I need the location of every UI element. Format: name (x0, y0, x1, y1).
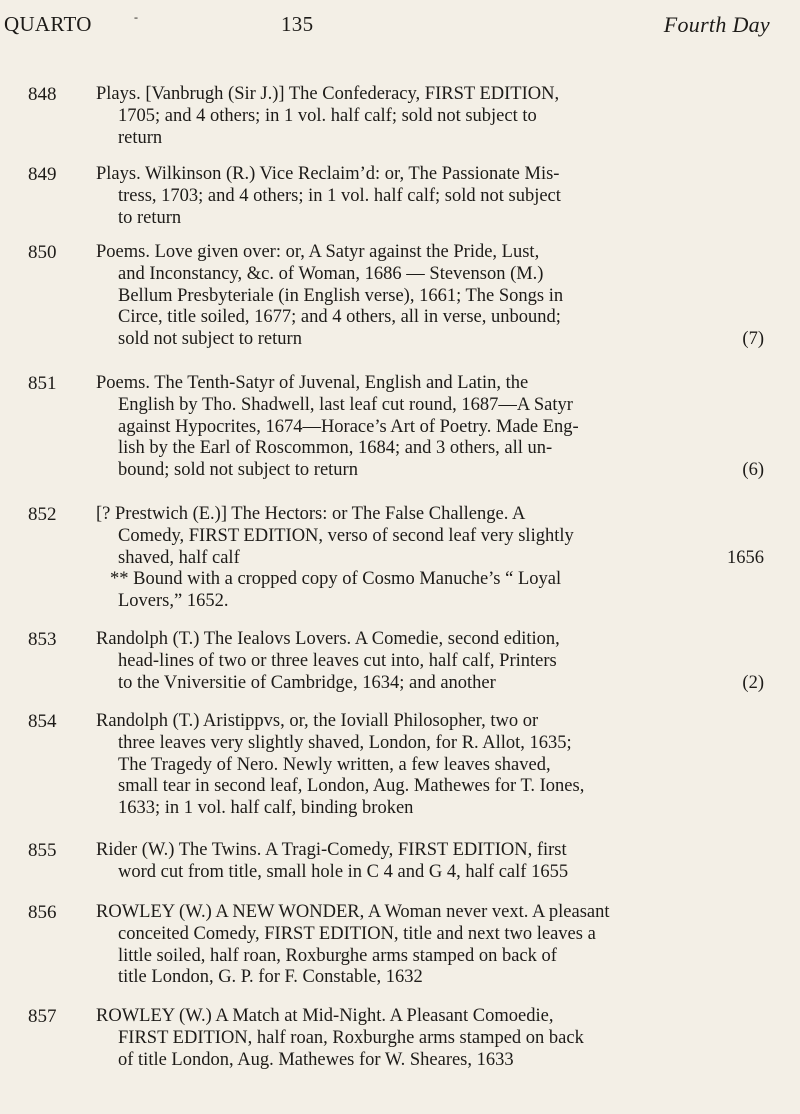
lot-line: Randolph (T.) The Iealovs Lovers. A Comedie, second edition, (96, 629, 560, 649)
lot-line: Rider (W.) The Twins. A Tragi-Comedy, FIRST EDITION, first (96, 840, 567, 860)
lot-description (96, 504, 764, 613)
lot-line: to the Vniversitie of Cambridge, 1634; and another (118, 672, 496, 693)
lot-line: conceited Comedy, FIRST EDITION, title and next two leaves a (118, 923, 596, 944)
lot-line: The Tragedy of Nero. Newly written, a few leaves shaved, (118, 754, 551, 775)
lot-count: (6) (742, 460, 764, 481)
lot-line: sold not subject to return (118, 329, 302, 350)
lot-line: 1633; in 1 vol. half calf, binding broken (118, 798, 414, 819)
lot-line: ROWLEY (W.) A NEW WONDER, A Woman never vext. A pleasant (96, 902, 610, 922)
lot-number: 856 (28, 902, 57, 923)
lot-line: head-lines of two or three leaves cut into, half calf, Printers (118, 650, 557, 671)
lot-number: 851 (28, 373, 57, 394)
lot-line: of title London, Aug. Mathewes for W. Sheares, 1633 (118, 1049, 514, 1070)
lot-line: Comedy, FIRST EDITION, verso of second leaf very slightly (118, 525, 574, 546)
lot-line: ROWLEY (W.) A Match at Mid-Night. A Pleasant Comoedie, (96, 1006, 554, 1026)
lot-number: 850 (28, 242, 57, 263)
page-number: 135 (281, 12, 314, 36)
lot-note: Lovers,” 1652. (118, 591, 229, 612)
lot-line: small tear in second leaf, London, Aug. Mathewes for T. Iones, (118, 776, 585, 797)
lot-line: to return (118, 207, 182, 228)
lot-line: bound; sold not subject to return (118, 460, 358, 481)
lot-line: FIRST EDITION, half roan, Roxburghe arms stamped on back (118, 1027, 584, 1048)
lot-line: Poems. Love given over: or, A Satyr against the Pride, Lust, (96, 242, 540, 262)
lot-date: 1656 (727, 547, 764, 568)
lot-count: (2) (742, 672, 764, 693)
lot-line: tress, 1703; and 4 others; in 1 vol. half calf; sold not subject (118, 185, 561, 206)
lot-line: Circe, title soiled, 1677; and 4 others, all in verse, unbound; (118, 307, 561, 328)
lot-number: 857 (28, 1006, 57, 1027)
lot-line: three leaves very slightly shaved, London, for R. Allot, 1635; (118, 732, 572, 753)
lot-note: ** Bound with a cropped copy of Cosmo Manuche’s “ Loyal (110, 569, 562, 590)
lot-number: 852 (28, 504, 57, 525)
lot-description (96, 629, 764, 694)
lot-line: Bellum Presbyteriale (in English verse), 1661; The Songs in (118, 285, 564, 306)
lot-description (96, 1006, 764, 1071)
lot-number: 853 (28, 629, 57, 650)
lot-line: and Inconstancy, &c. of Woman, 1686 — Stevenson (M.) (118, 263, 544, 284)
lot-description (96, 711, 764, 820)
lot-line: 1705; and 4 others; in 1 vol. half calf; sold not subject to (118, 105, 537, 126)
lot-description (96, 84, 764, 149)
lot-line: return (118, 127, 163, 148)
lot-line: Randolph (T.) Aristippvs, or, the Ioviall Philosopher, two or (96, 711, 539, 731)
lot-description (96, 373, 764, 482)
header-dash: - (134, 10, 139, 24)
lot-number: 854 (28, 711, 57, 732)
lot-line: English by Tho. Shadwell, last leaf cut round, 1687—A Satyr (118, 394, 573, 415)
lot-line: little soiled, half roan, Roxburghe arms stamped on back of (118, 945, 557, 966)
lot-number: 855 (28, 840, 57, 861)
lot-line: against Hypocrites, 1674—Horace’s Art of Poetry. Made Eng- (118, 416, 579, 437)
lot-line: Poems. The Tenth-Satyr of Juvenal, English and Latin, the (96, 373, 529, 393)
lot-line: title London, G. P. for F. Constable, 1632 (118, 967, 423, 988)
lot-line: word cut from title, small hole in C 4 and G 4, half calf 1655 (118, 861, 569, 882)
lot-number: 849 (28, 164, 57, 185)
lot-line: [? Prestwich (E.)] The Hectors: or The False Challenge. A (96, 504, 526, 524)
lot-description (96, 242, 764, 351)
lot-count: (7) (742, 329, 764, 350)
day-label: Fourth Day (663, 12, 770, 37)
lot-description (96, 164, 764, 229)
lot-line: shaved, half calf (118, 547, 240, 568)
lot-number: 848 (28, 84, 57, 105)
page-header (4, 8, 770, 42)
section-label: QUARTO (4, 12, 92, 36)
lot-description (96, 840, 764, 884)
lot-description (96, 902, 764, 989)
lot-line: Plays. Wilkinson (R.) Vice Reclaim’d: or, The Passionate Mis- (96, 164, 560, 184)
lot-line: lish by the Earl of Roscommon, 1684; and 3 others, all un- (118, 438, 553, 459)
lot-line: Plays. [Vanbrugh (Sir J.)] The Confederacy, FIRST EDITION, (96, 84, 560, 104)
